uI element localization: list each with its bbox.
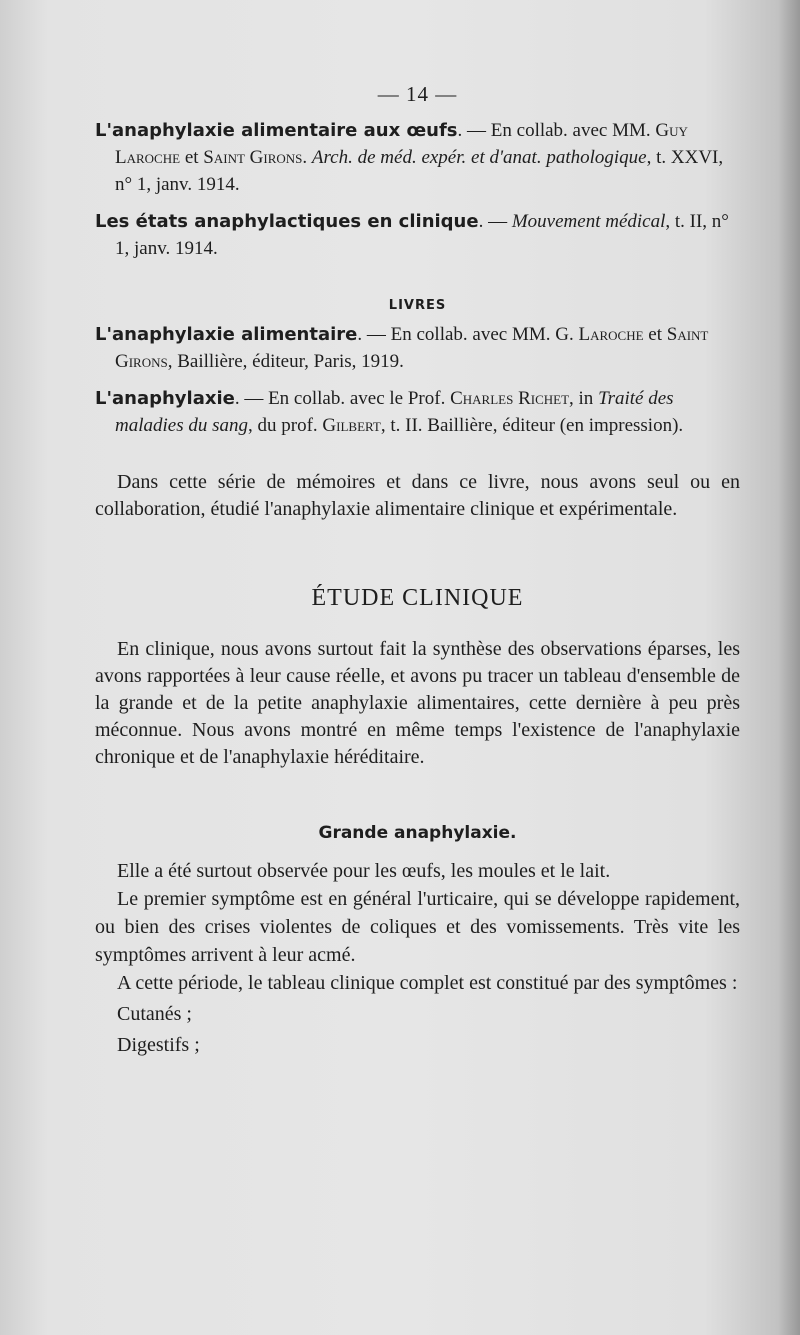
grande-paragraph: Le premier symptôme est en général l'urticaire, qui se développe rapidement, ou bien des crises violentes de coliques et des vomissements. Très vite les symptômes arrivent à leur acmé. xyxy=(95,888,740,966)
list-item: Digestifs ; xyxy=(117,1034,200,1056)
author-name: Saint Girons xyxy=(115,324,709,372)
clinique-paragraph: En clinique, nous avons surtout fait la synthèse des observations éparses, les avons rapportées à leur cause réelle, et avons pu tracer un tableau d'ensemble de la grande et de la petite anaphylaxie alimentaires, cette dernière à peu près méconnue. Nous avons montré en même temps l'existence de l'anaphylaxie chronique et de l'anaphylaxie héréditaire. xyxy=(95,638,740,768)
books-heading: LIVRES xyxy=(388,298,447,313)
list-item: Cutanés ; xyxy=(117,1003,192,1025)
symptom-list xyxy=(117,999,740,1061)
author-name: Gilbert xyxy=(322,415,381,436)
subsection-title: Grande anaphylaxie. xyxy=(318,823,517,843)
book-item: L'anaphylaxie. — En collab. avec le Prof. Charles Richet, in Traité des maladies du sang, du prof. Gilbert, t. II. Baillière, éditeur (en impression). xyxy=(95,388,684,436)
journal-title: Mouvement médical xyxy=(511,211,666,232)
author-name: Charles Richet xyxy=(450,388,570,409)
book-title: L'anaphylaxie xyxy=(95,388,235,409)
author-name: Guy Laroche xyxy=(115,120,688,168)
book-title: L'anaphylaxie alimentaire xyxy=(95,324,358,345)
work-title: Traité des maladies du sang xyxy=(115,388,674,436)
reference-item: L'anaphylaxie alimentaire aux œufs. — En collab. avec MM. Guy Laroche et Saint Girons. Arch. de méd. expér. et d'anat. pathologique, t. XXVI, n° 1, janv. 1914. xyxy=(95,120,724,195)
reference-title: Les états anaphylactiques en clinique xyxy=(95,211,479,232)
grande-paragraph: Elle a été surtout observée pour les œufs, les moules et le lait. xyxy=(117,860,611,882)
reference-title: L'anaphylaxie alimentaire aux œufs xyxy=(95,120,458,141)
author-name: Laroche xyxy=(578,324,644,345)
author-name: Saint Girons xyxy=(203,147,303,168)
page-number: — 14 — xyxy=(377,82,458,106)
page-content xyxy=(95,82,740,1061)
intro-paragraph: Dans cette série de mémoires et dans ce livre, nous avons seul ou en collaboration, étudié l'anaphylaxie alimentaire clinique et expérimentale. xyxy=(95,471,740,520)
page-edge-shadow xyxy=(778,0,800,1335)
reference-item: Les états anaphylactiques en clinique. — Mouvement médical, t. II, n° 1, janv. 1914. xyxy=(95,211,729,259)
grande-paragraph: A cette période, le tableau clinique complet est constitué par des symptômes : xyxy=(117,972,738,994)
section-title: ÉTUDE CLINIQUE xyxy=(311,585,524,611)
book-item: L'anaphylaxie alimentaire. — En collab. avec MM. G. Laroche et Saint Girons, Baillière, éditeur, Paris, 1919. xyxy=(95,324,709,372)
journal-title: Arch. de méd. expér. et d'anat. pathologique xyxy=(311,147,647,168)
